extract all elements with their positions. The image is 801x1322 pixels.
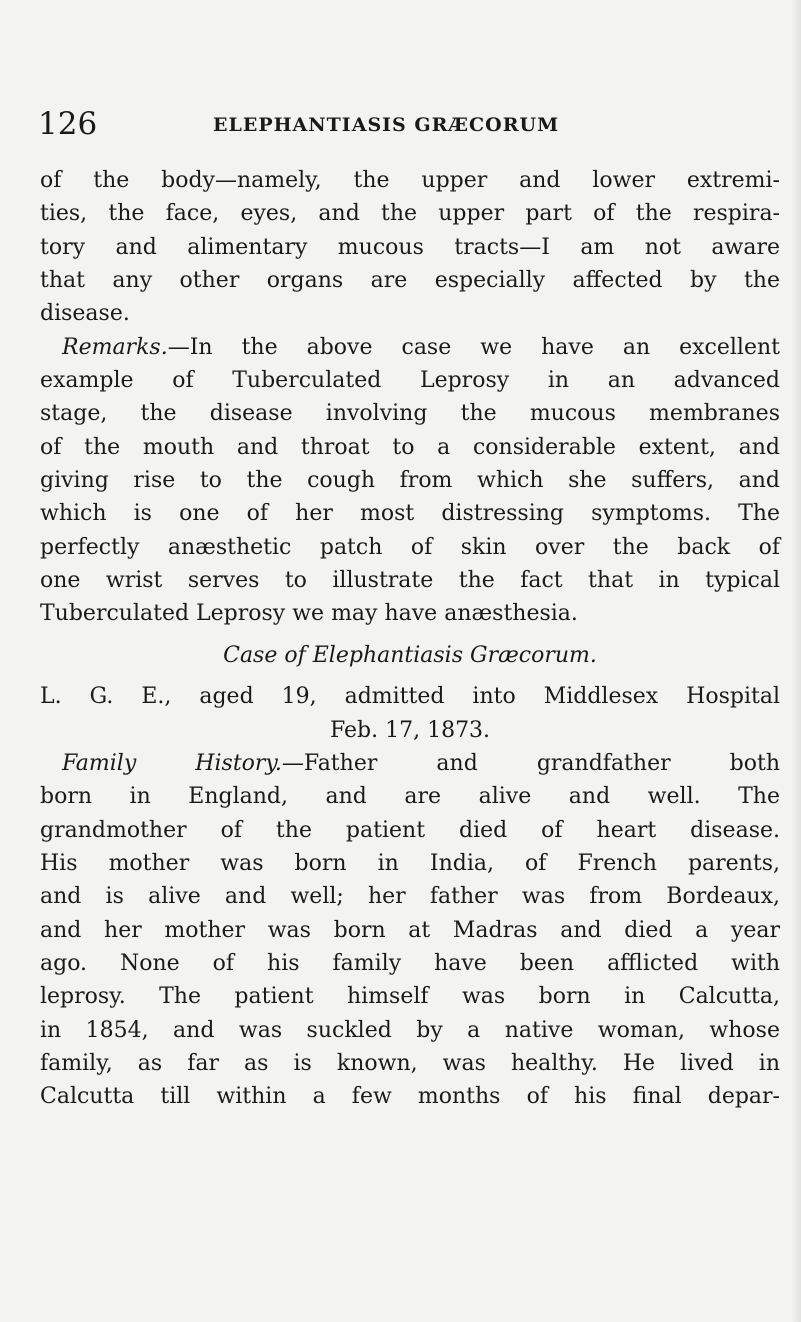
text-line: Tuberculated Leprosy we may have anæsthesia. <box>40 601 578 627</box>
text-line: which is one of her most distressing symptoms. The <box>40 501 780 527</box>
section-gap <box>40 672 780 680</box>
text-line: grandmother of the patient died of heart disease. <box>40 817 780 843</box>
text-line: example of Tuberculated Leprosy in an advanced <box>40 368 780 394</box>
page-number: 126 <box>38 106 98 142</box>
text-line: His mother was born in India, of French parents, <box>40 850 780 876</box>
text-line-rest: —Father and grandfather both <box>281 750 780 776</box>
text-line: leprosy. The patient himself was born in Calcutta, <box>40 984 780 1010</box>
admission-date: Feb. 17, 1873. <box>329 717 491 743</box>
body-text <box>40 164 780 1114</box>
text-line: perfectly anæsthetic patch of skin over the back of <box>40 534 780 560</box>
text-line <box>40 747 780 780</box>
text-line: of the body—namely, the upper and lower extremi- <box>40 168 780 193</box>
text-line: of the mouth and throat to a considerable extent, and <box>40 434 780 460</box>
remarks-lead: Remarks. <box>62 334 168 360</box>
page-header <box>38 104 778 144</box>
section-gap <box>40 631 780 639</box>
text-line: L. G. E., aged 19, admitted into Middlesex Hospital <box>40 684 780 710</box>
running-head: ELEPHANTIASIS GRÆCORUM <box>213 114 560 136</box>
text-line: family, as far as is known, was healthy. He lived in <box>40 1050 780 1076</box>
text-line: tory and alimentary mucous tracts—I am not aware <box>40 234 780 260</box>
family-history-lead: Family History. <box>62 750 282 776</box>
text-line: ties, the face, eyes, and the upper part of the respira- <box>40 201 780 227</box>
text-line: disease. <box>40 301 130 327</box>
text-line: and is alive and well; her father was from Bordeaux, <box>40 884 780 910</box>
page-edge-shadow <box>791 0 801 1322</box>
text-line: and her mother was born at Madras and died a year <box>40 917 780 943</box>
text-line <box>40 331 780 364</box>
text-line: born in England, and are alive and well. The <box>40 784 780 810</box>
case-heading: Case of Elephantiasis Græcorum. <box>223 642 597 668</box>
text-line: stage, the disease involving the mucous membranes <box>40 401 780 427</box>
text-line: that any other organs are especially affected by the <box>40 268 780 294</box>
text-line: Calcutta till within a few months of his final depar- <box>40 1084 780 1110</box>
text-line: one wrist serves to illustrate the fact that in typical <box>40 568 780 594</box>
text-line: ago. None of his family have been afflicted with <box>40 950 780 976</box>
text-line: giving rise to the cough from which she suffers, and <box>40 468 780 494</box>
text-line: in 1854, and was suckled by a native woman, whose <box>40 1017 780 1043</box>
text-line-rest: —In the above case we have an excellent <box>167 334 780 360</box>
